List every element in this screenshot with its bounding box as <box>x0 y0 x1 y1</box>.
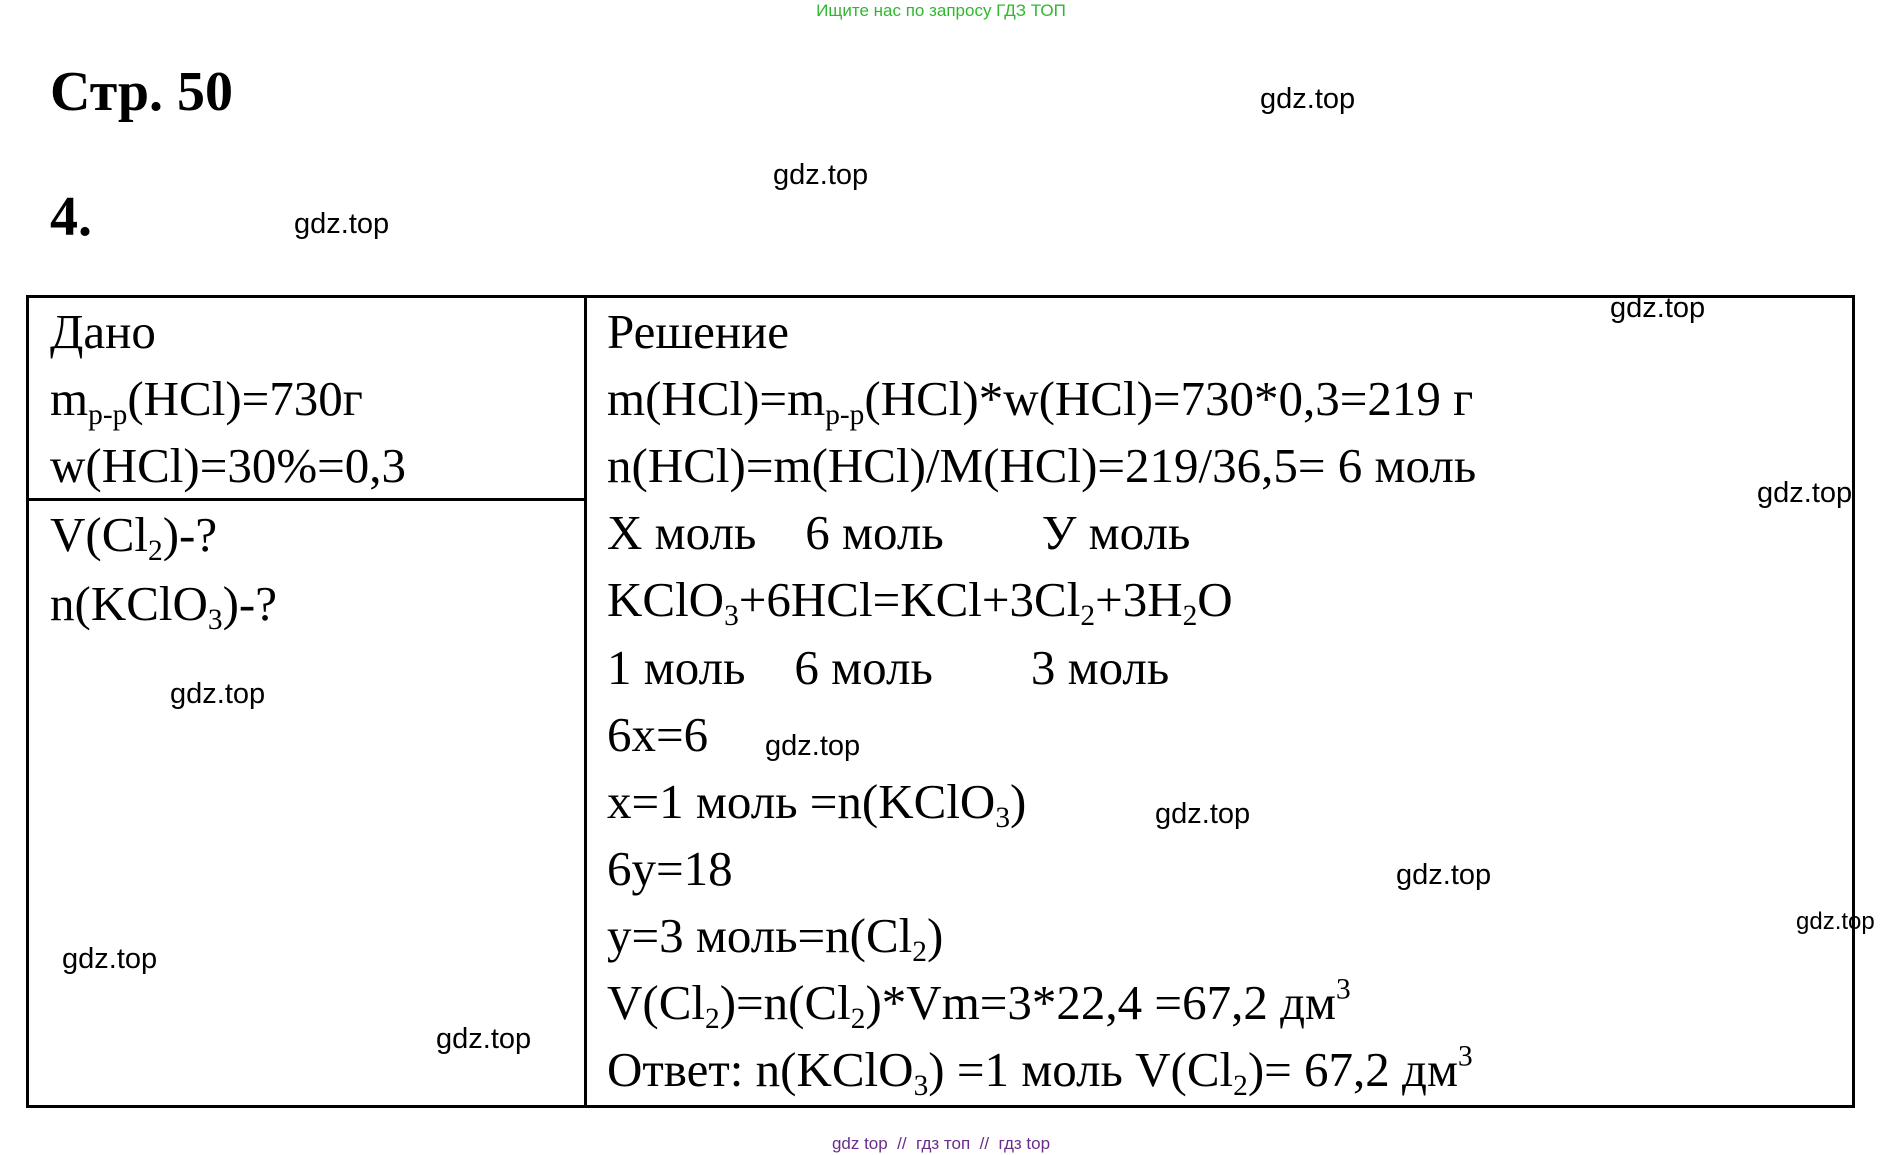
search-hint-link[interactable]: Ищите нас по запросу ГДЗ ТОП <box>816 1 1066 20</box>
solution-line-2: n(HCl)=m(HCl)/M(HCl)=219/36,5= 6 моль <box>607 438 1477 493</box>
watermark: gdz.top <box>294 208 390 240</box>
watermark: gdz.top <box>1757 477 1853 509</box>
table-row-divider <box>26 498 586 501</box>
given-mass-fraction: w(HCl)=30%=0,3 <box>50 438 407 493</box>
solution-heading: Решение <box>607 304 790 359</box>
watermark: gdz.top <box>62 943 158 975</box>
watermark: gdz.top <box>170 678 266 710</box>
find-amount: n(KClO$_3$)-? <box>50 576 277 636</box>
reaction-equation: $KClO_3+6HCl=KCl+3Cl_2+3H_2O$ <box>607 572 1233 632</box>
page-title: Стр. 50 <box>50 61 234 123</box>
solution-line-5: 1 моль 6 моль 3 моль <box>607 640 1170 695</box>
solution-line-8: 6y=18 <box>607 841 733 896</box>
watermark: gdz.top <box>436 1023 532 1055</box>
given-mass-solution: $m_{р-р}(HCl)=730г$ <box>50 371 363 431</box>
watermark: gdz.top <box>1155 798 1251 830</box>
solution-line-7: x=1 моль =n(KClO$_3$) <box>607 774 1027 834</box>
solution-line-6: 6x=6 <box>607 707 709 762</box>
watermark: gdz.top <box>1396 859 1492 891</box>
watermark: gdz.top <box>765 730 861 762</box>
footer-links[interactable]: gdz top // гдз топ // гдз top <box>831 1134 1051 1153</box>
watermark: gdz.top <box>773 159 869 191</box>
table-column-divider <box>584 295 587 1108</box>
given-heading: Дано <box>50 304 156 359</box>
solution-line-1: $m(HCl)=m_{р-р}(HCl)*w(HCl)=730*0,3=219$ г <box>607 371 1474 431</box>
watermark: gdz.top <box>1610 292 1706 324</box>
solution-line-3: X моль 6 моль У моль <box>607 505 1191 560</box>
task-number: 4. <box>50 186 92 248</box>
watermark: gdz.top <box>1260 83 1356 115</box>
solution-line-9: y=3 $моль=n(Cl_2)$ <box>607 908 944 968</box>
find-volume: $V(Cl_2)-$? <box>50 507 218 567</box>
answer-line: Ответ: n(KClO$_3$) =1 моль $V(Cl_2)= 67,2$ $дм^3$ <box>607 1040 1473 1102</box>
solution-line-10: $V(Cl_2)=n(Cl_2)*Vm=3*22,4 =67,2$ $дм^3$ <box>607 973 1351 1035</box>
watermark: gdz.top <box>1796 908 1875 935</box>
